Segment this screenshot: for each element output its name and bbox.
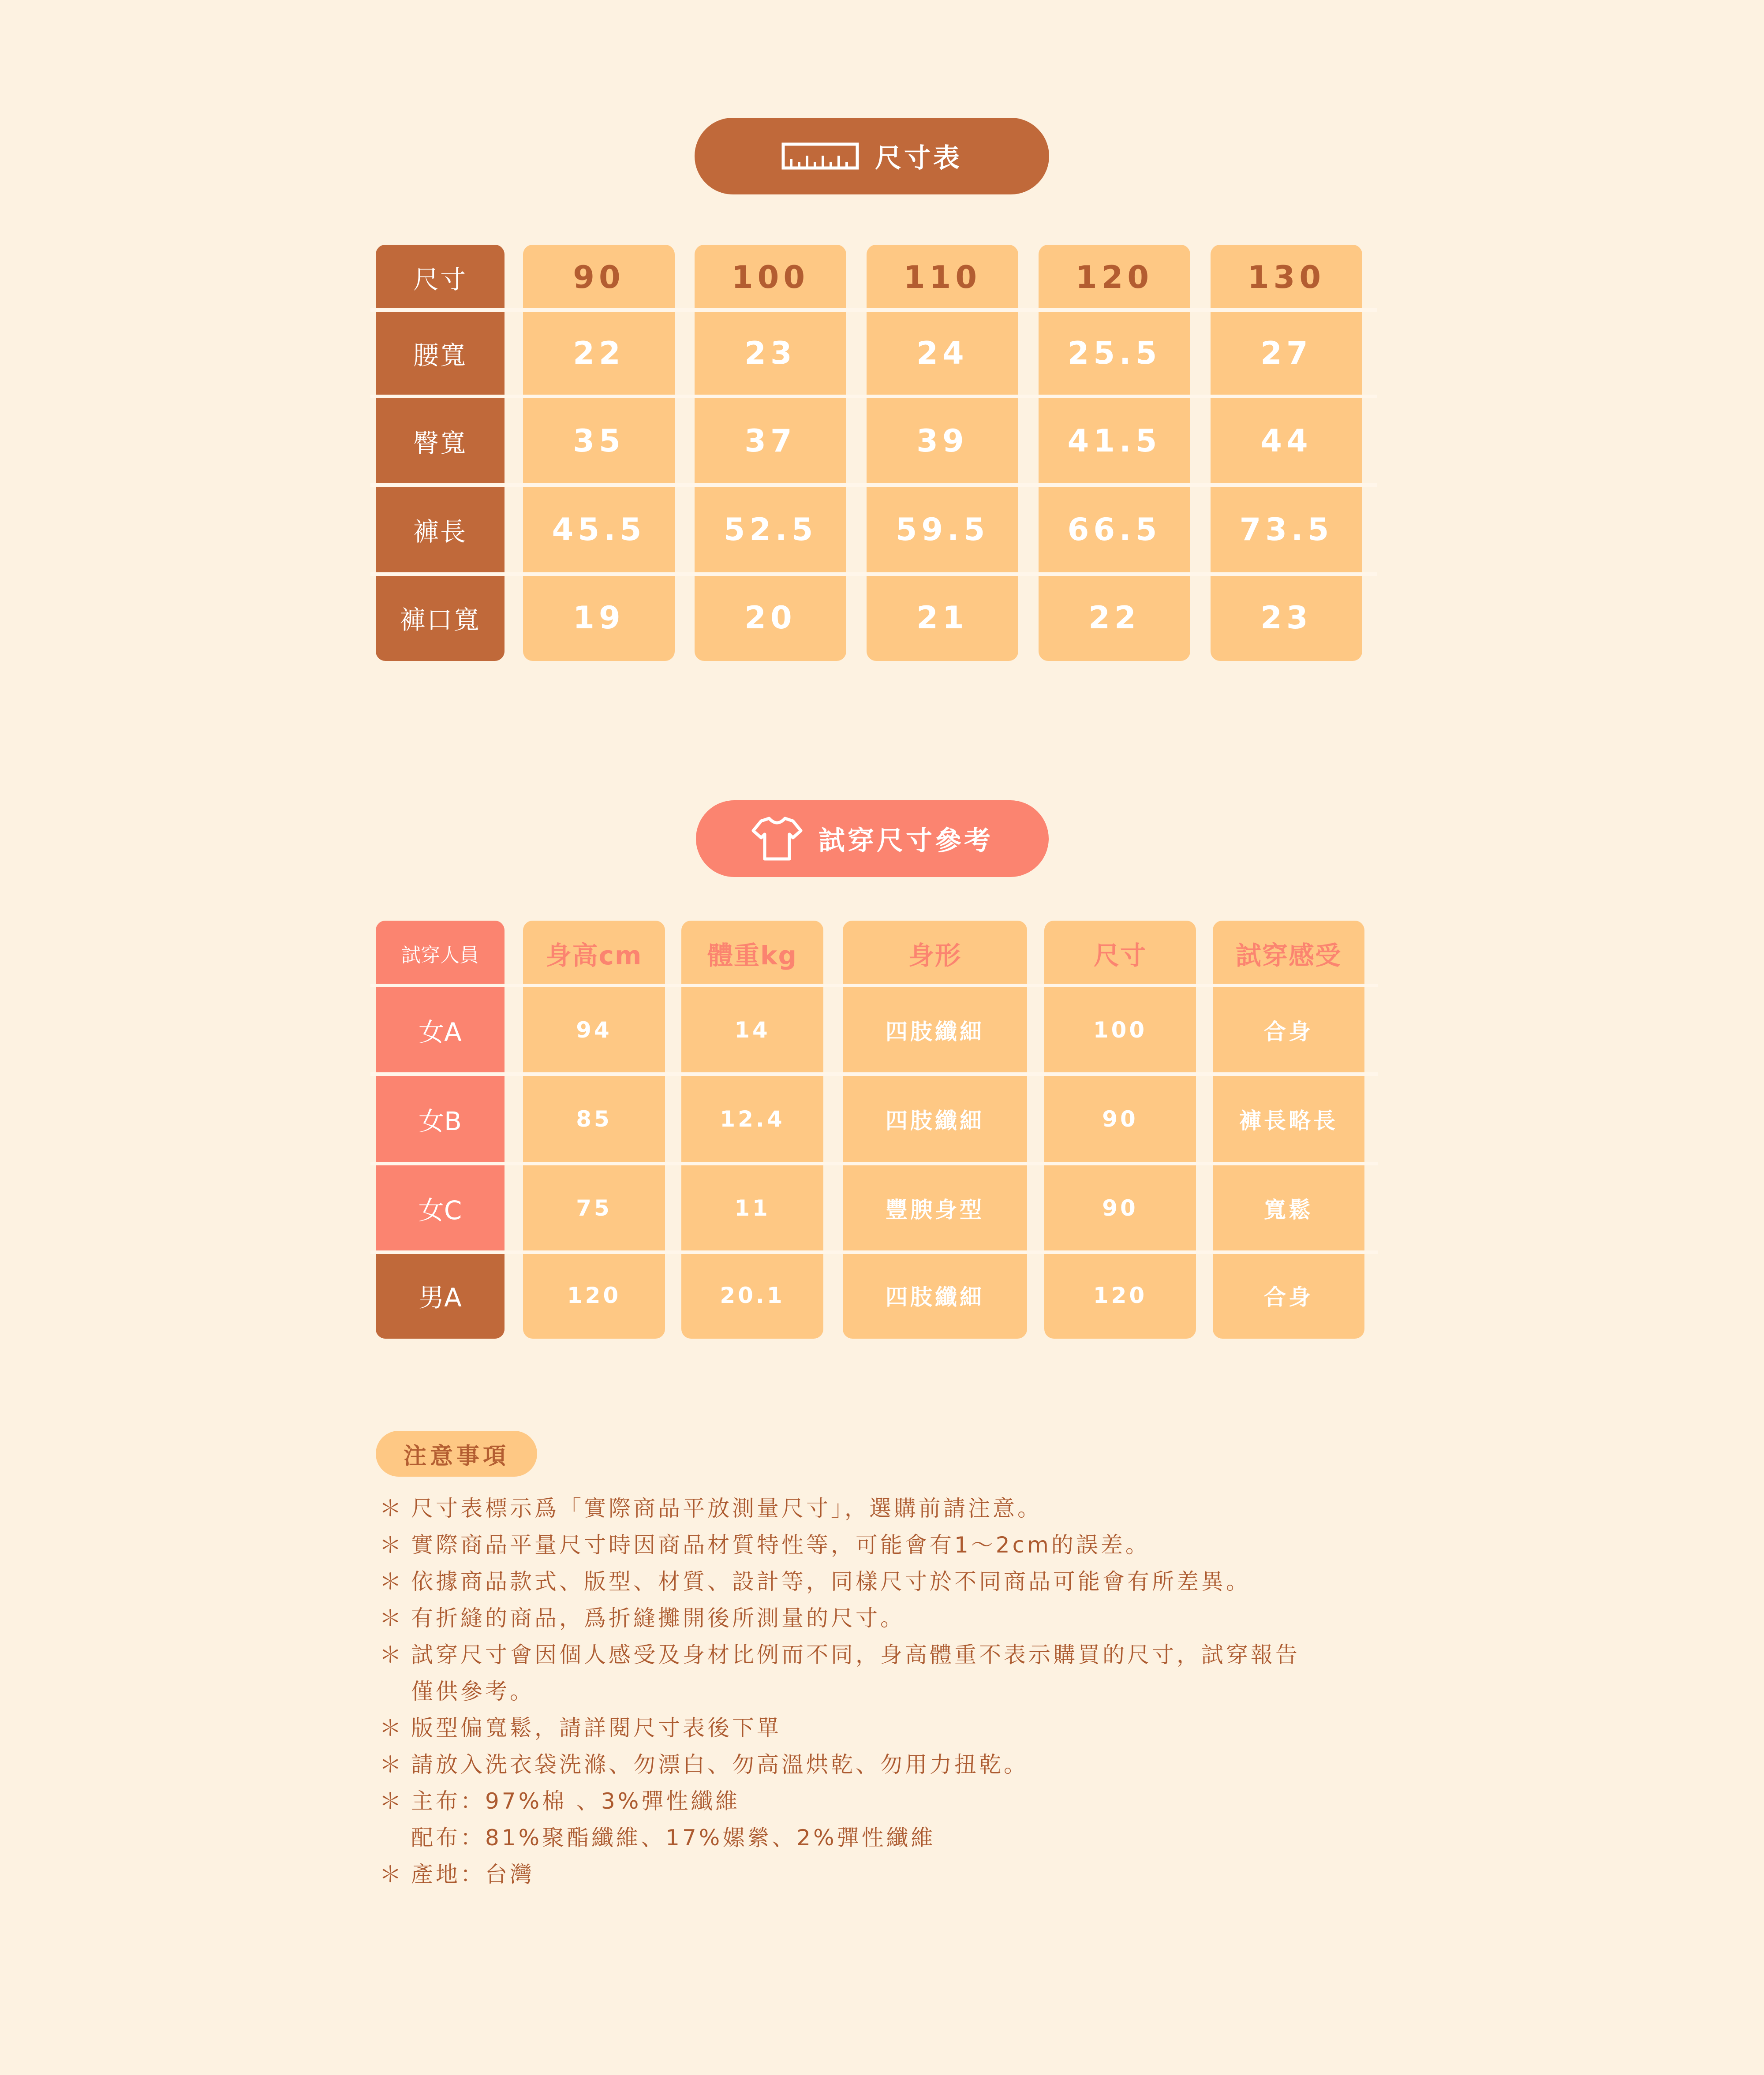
- row-divider: [370, 984, 1378, 987]
- try-on-value: 四肢纖細: [886, 1108, 984, 1134]
- column-header: 體重kg: [707, 940, 798, 970]
- row-divider: [370, 1072, 1378, 1076]
- label-header: 試穿人員: [401, 944, 479, 967]
- size-header: 120: [1075, 259, 1154, 295]
- note-item: [379, 1600, 1420, 1637]
- column-header: 身高cm: [546, 940, 643, 970]
- try-on-value: 90: [1102, 1195, 1138, 1221]
- try-on-value: 褲長略長: [1239, 1108, 1338, 1134]
- row-label: 褲口寬: [400, 605, 481, 635]
- try-on-value: 11: [734, 1195, 770, 1221]
- note-item: [379, 1783, 1420, 1820]
- note-text: 試穿尺寸會因個人感受及身材比例而不同，身高體重不表示購買的尺寸，試穿報告: [411, 1642, 1300, 1668]
- measurement-value: 66.5: [1067, 511, 1162, 548]
- measurement-value: 41.5: [1067, 422, 1162, 459]
- measurement-value: 21: [916, 599, 968, 636]
- note-text: 有折縫的商品，爲折縫攤開後所測量的尺寸。: [411, 1605, 905, 1631]
- size-chart-label-column: [376, 245, 505, 661]
- row-label: 褲長: [413, 517, 467, 547]
- size-column: [867, 245, 1018, 661]
- row-divider: [370, 308, 1377, 312]
- measurement-value: 59.5: [895, 511, 990, 548]
- bullet-star: ＊: [379, 1715, 404, 1741]
- row-divider: [370, 1162, 1378, 1165]
- try-on-value: 14: [734, 1017, 770, 1043]
- bullet-star: ＊: [379, 1569, 404, 1594]
- try-on-value: 四肢纖細: [886, 1284, 984, 1310]
- try-on-value: 合身: [1264, 1284, 1313, 1310]
- note-item: [379, 1747, 1420, 1783]
- measurement-value: 52.5: [723, 511, 818, 548]
- note-item: [379, 1564, 1420, 1600]
- try-on-value: 合身: [1264, 1019, 1313, 1045]
- row-label: 臀寬: [413, 428, 467, 458]
- measurement-value: 19: [573, 599, 625, 636]
- note-text: 產地：台灣: [411, 1862, 534, 1887]
- try-on-value: 120: [1093, 1283, 1147, 1308]
- note-text: 請放入洗衣袋洗滌、勿漂白、勿高溫烘乾、勿用力扭乾。: [411, 1752, 1028, 1777]
- note-text: 僅供參考。: [411, 1679, 534, 1704]
- measurement-value: 22: [1088, 599, 1140, 636]
- size-column: [523, 245, 675, 661]
- row-divider: [370, 572, 1377, 576]
- note-item: [379, 1856, 1420, 1893]
- note-item: [379, 1637, 1420, 1673]
- measurement-value: 73.5: [1239, 511, 1334, 548]
- bullet-star: ＊: [379, 1605, 404, 1631]
- bullet-star: ＊: [379, 1752, 404, 1777]
- row-divider: [370, 1250, 1378, 1254]
- try-on-value: 85: [576, 1106, 612, 1132]
- bullet-star: [379, 1820, 411, 1856]
- try-on-value: 寬鬆: [1264, 1197, 1313, 1223]
- measurement-value: 39: [916, 422, 968, 459]
- size-chart-title: [695, 118, 1049, 194]
- size-column: [1039, 245, 1190, 661]
- measurement-value: 37: [744, 422, 796, 459]
- try-on-value: 120: [567, 1283, 621, 1308]
- note-text: 主布：97%棉 、3%彈性纖維: [411, 1788, 740, 1814]
- row-divider: [370, 483, 1377, 487]
- bullet-star: ＊: [379, 1642, 404, 1668]
- column-header: 身形: [908, 940, 961, 970]
- measurement-value: 23: [1260, 599, 1312, 636]
- bullet-star: ＊: [379, 1496, 404, 1521]
- measurement-value: 23: [744, 335, 796, 371]
- measurement-value: 24: [916, 335, 968, 371]
- try-on-value: 100: [1093, 1017, 1147, 1043]
- column-header: 尺寸: [1093, 940, 1147, 970]
- note-item: [379, 1527, 1420, 1564]
- row-label: 腰寬: [413, 340, 467, 370]
- note-text: 尺寸表標示爲「實際商品平放測量尺寸」，選購前請注意。: [411, 1496, 1042, 1521]
- try-on-value: 90: [1102, 1106, 1138, 1132]
- try-on-value: 20.1: [720, 1283, 785, 1308]
- ruler-icon: [781, 142, 859, 170]
- note-item: [379, 1710, 1420, 1747]
- column-header: 試穿感受: [1235, 940, 1342, 970]
- measurement-value: 45.5: [552, 511, 646, 548]
- size-header: 130: [1247, 259, 1326, 295]
- try-on-value: 12.4: [720, 1106, 785, 1132]
- size-column: [1211, 245, 1362, 661]
- try-on-value: 四肢纖細: [886, 1019, 984, 1045]
- note-text: 依據商品款式、版型、材質、設計等，同樣尺寸於不同商品可能會有所差異。: [411, 1569, 1251, 1594]
- person-label: 女A: [419, 1017, 462, 1047]
- try-on-title: [696, 800, 1049, 877]
- measurement-value: 44: [1260, 422, 1312, 459]
- size-header: 110: [903, 259, 982, 295]
- try-on-title-text: 試穿尺寸參考: [818, 825, 993, 856]
- try-on-value: 94: [576, 1017, 612, 1043]
- row-label: 尺寸: [413, 265, 467, 295]
- notes-title: 注意事項: [376, 1431, 537, 1477]
- measurement-value: 20: [744, 599, 796, 636]
- notes-list: [379, 1490, 1420, 1893]
- person-label: 女C: [418, 1195, 462, 1225]
- row-divider: [370, 395, 1377, 398]
- measurement-value: 22: [573, 335, 625, 371]
- bullet-star: ＊: [379, 1788, 404, 1814]
- tshirt-icon: [751, 816, 803, 862]
- note-item: [379, 1820, 1420, 1856]
- note-text: 配布：81%聚酯纖維、17%嫘縈、2%彈性纖維: [411, 1825, 936, 1851]
- size-column: [695, 245, 846, 661]
- measurement-value: 27: [1260, 335, 1312, 371]
- size-header: 90: [573, 259, 625, 295]
- measurement-value: 35: [573, 422, 625, 459]
- person-label: 女B: [419, 1106, 462, 1136]
- note-item: [379, 1673, 1420, 1710]
- note-item: [379, 1490, 1420, 1527]
- note-text: 版型偏寬鬆，請詳閱尺寸表後下單: [411, 1715, 781, 1741]
- try-on-value: 75: [576, 1195, 612, 1221]
- size-chart-title-text: 尺寸表: [875, 143, 962, 174]
- size-header: 100: [731, 259, 810, 295]
- bullet-star: ＊: [379, 1532, 404, 1558]
- bullet-star: ＊: [379, 1862, 404, 1887]
- try-on-value: 豐腴身型: [886, 1197, 984, 1223]
- note-text: 實際商品平量尺寸時因商品材質特性等，可能會有1～2cm的誤差。: [411, 1532, 1150, 1558]
- bullet-star: [379, 1673, 411, 1710]
- person-label: 男A: [376, 1252, 505, 1339]
- measurement-value: 25.5: [1067, 335, 1162, 371]
